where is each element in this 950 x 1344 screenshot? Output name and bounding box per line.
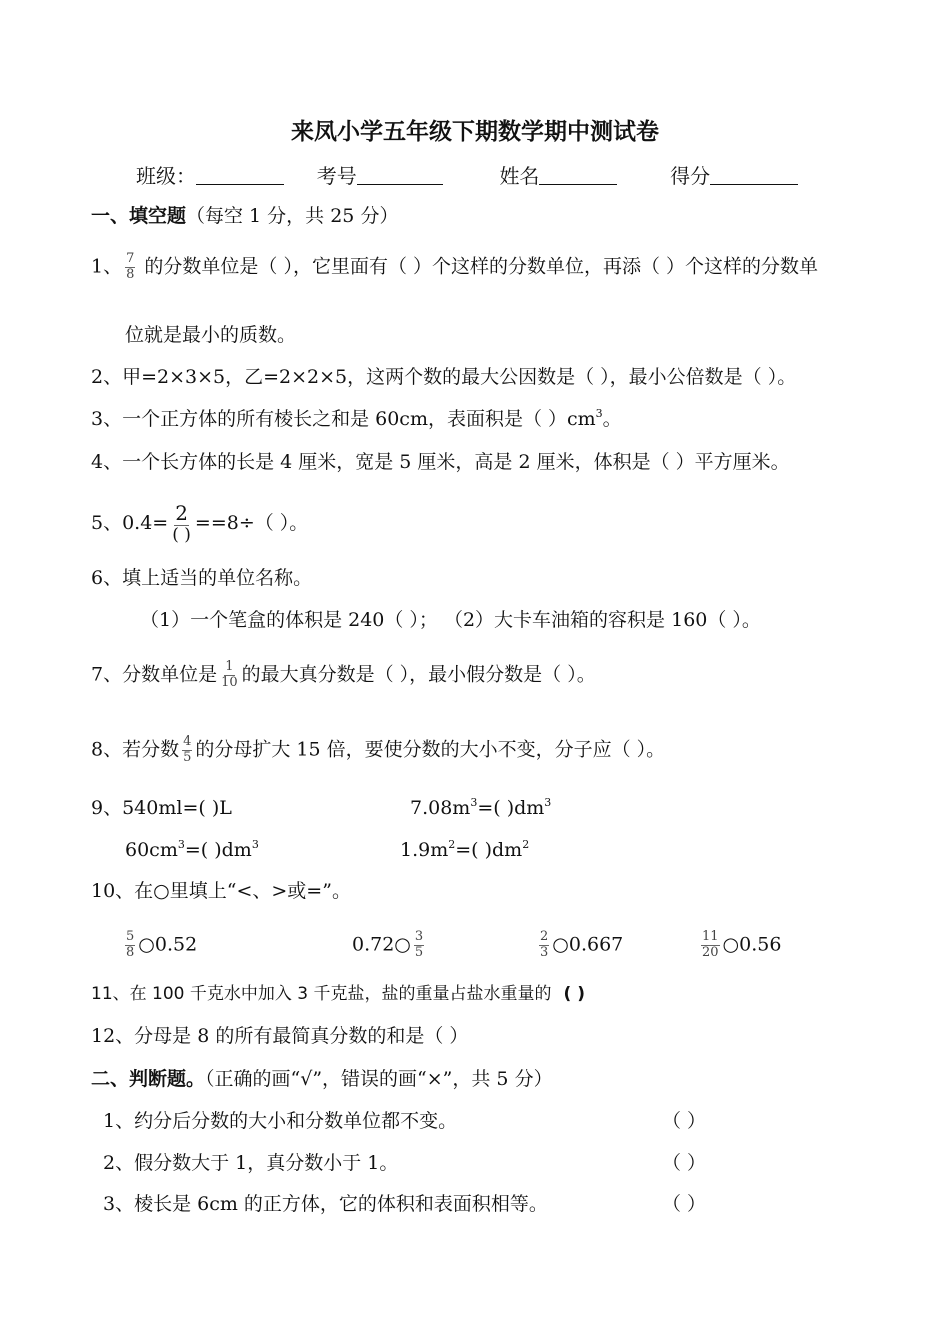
fraction: $\frac{7}{8}$ bbox=[126, 251, 135, 282]
judge-mark[interactable]: （ ） bbox=[662, 1152, 707, 1174]
question-9d: $1.9m^2=$( )$dm^2$ bbox=[400, 838, 530, 861]
fraction: $\frac{1}{10}$ bbox=[221, 659, 238, 690]
number-label: 考号 bbox=[316, 164, 357, 188]
score-label: 得分 bbox=[670, 164, 711, 188]
compare-item: $\frac{2}{3}$ ○0.667 bbox=[540, 929, 624, 960]
fraction: $\frac{4}{5}$ bbox=[183, 734, 192, 765]
number-blank[interactable] bbox=[357, 166, 443, 185]
judge-item: 2、假分数大于 1，真分数小于 1。 bbox=[103, 1152, 399, 1174]
question-5: 5、0.4= $\frac{2}{( )}$ ==8÷（ ）。 bbox=[91, 501, 309, 545]
question-1-cont: 位就是最小的质数。 bbox=[125, 324, 297, 346]
name-label: 姓名 bbox=[499, 164, 540, 188]
section1-header bbox=[91, 207, 398, 226]
question-2: 2、甲=2×3×5，乙=2×2×5，这两个数的最大公因数是（ ），最小公倍数是（ ）。 bbox=[91, 366, 797, 388]
judge-mark[interactable]: （ ） bbox=[662, 1110, 707, 1132]
question-12: 12、分母是 8 的所有最简真分数的和是（ ） bbox=[91, 1025, 469, 1047]
section1-heading: 一、填空题 bbox=[91, 205, 187, 227]
question-6: 6、填上适当的单位名称。 bbox=[91, 567, 313, 589]
question-3: 3、一个正方体的所有棱长之和是 60cm，表面积是（ ）$cm^3$。 bbox=[91, 407, 622, 430]
info-row bbox=[136, 166, 798, 186]
section2-header bbox=[91, 1070, 553, 1089]
question-7: 7、分数单位是 $\frac{1}{10}$ 的最大真分数是（ ），最小假分数是（ ）。 bbox=[91, 659, 596, 690]
section2-heading: 二、判断题。 bbox=[91, 1068, 206, 1090]
score-blank[interactable] bbox=[710, 166, 798, 185]
judge-item: 3、棱长是 6cm 的正方体，它的体积和表面积相等。 bbox=[103, 1193, 548, 1215]
question-9b: $7.08m^3=$( )$dm^3$ bbox=[410, 796, 552, 819]
fraction: $\frac{5}{8}$ bbox=[126, 929, 135, 960]
fraction: $\frac{2}{3}$ bbox=[540, 929, 549, 960]
compare-item: $\frac{5}{8}$ ○0.52 bbox=[126, 929, 198, 960]
compare-item: 0.72○ $\frac{3}{5}$ bbox=[352, 929, 424, 960]
compare-item: $\frac{11}{20}$ ○0.56 bbox=[702, 929, 782, 960]
judge-item: 1、约分后分数的大小和分数单位都不变。 bbox=[103, 1110, 458, 1132]
section2-note: （正确的画“√”，错误的画“×”，共 5 分） bbox=[205, 1068, 553, 1090]
class-label: 班级： bbox=[136, 164, 196, 188]
question-6-sub: （1）一个笔盒的体积是 240（ ）； （2）大卡车油箱的容积是 160（ ）。 bbox=[140, 609, 761, 631]
question-4: 4、一个长方体的长是 4 厘米，宽是 5 厘米，高是 2 厘米，体积是（ ）平方厘米。 bbox=[91, 451, 790, 473]
page-title: 来凤小学五年级下期数学期中测试卷 bbox=[291, 119, 659, 145]
question-9c: $60cm^3=$( )$dm^3$ bbox=[125, 838, 259, 861]
fraction: $\frac{3}{5}$ bbox=[414, 929, 424, 960]
fraction: $\frac{11}{20}$ bbox=[702, 929, 719, 960]
question-10: 10、在○里填上“<、>或=”。 bbox=[91, 880, 351, 902]
question-8: 8、若分数 $\frac{4}{5}$ 的分母扩大 15 倍，要使分数的大小不变，分子应（ ）。 bbox=[91, 734, 666, 765]
question-9a: 9、540ml=( )L bbox=[91, 797, 232, 819]
question-1: 1、 $\frac{7}{8}$ 的分数单位是（ ），它里面有（ ）个这样的分数单位，再添（ ）个这样的分数单 bbox=[91, 251, 819, 282]
name-blank[interactable] bbox=[539, 166, 617, 185]
fraction: $\frac{2}{( )}$ bbox=[172, 501, 191, 545]
section1-note: （每空 1 分，共 25 分） bbox=[186, 205, 399, 227]
judge-mark[interactable]: （ ） bbox=[662, 1193, 707, 1215]
class-blank[interactable] bbox=[196, 166, 284, 185]
question-11: 11、在 100 千克水中加入 3 千克盐，盐的重量占盐水重量的 ( ) bbox=[91, 984, 585, 1004]
